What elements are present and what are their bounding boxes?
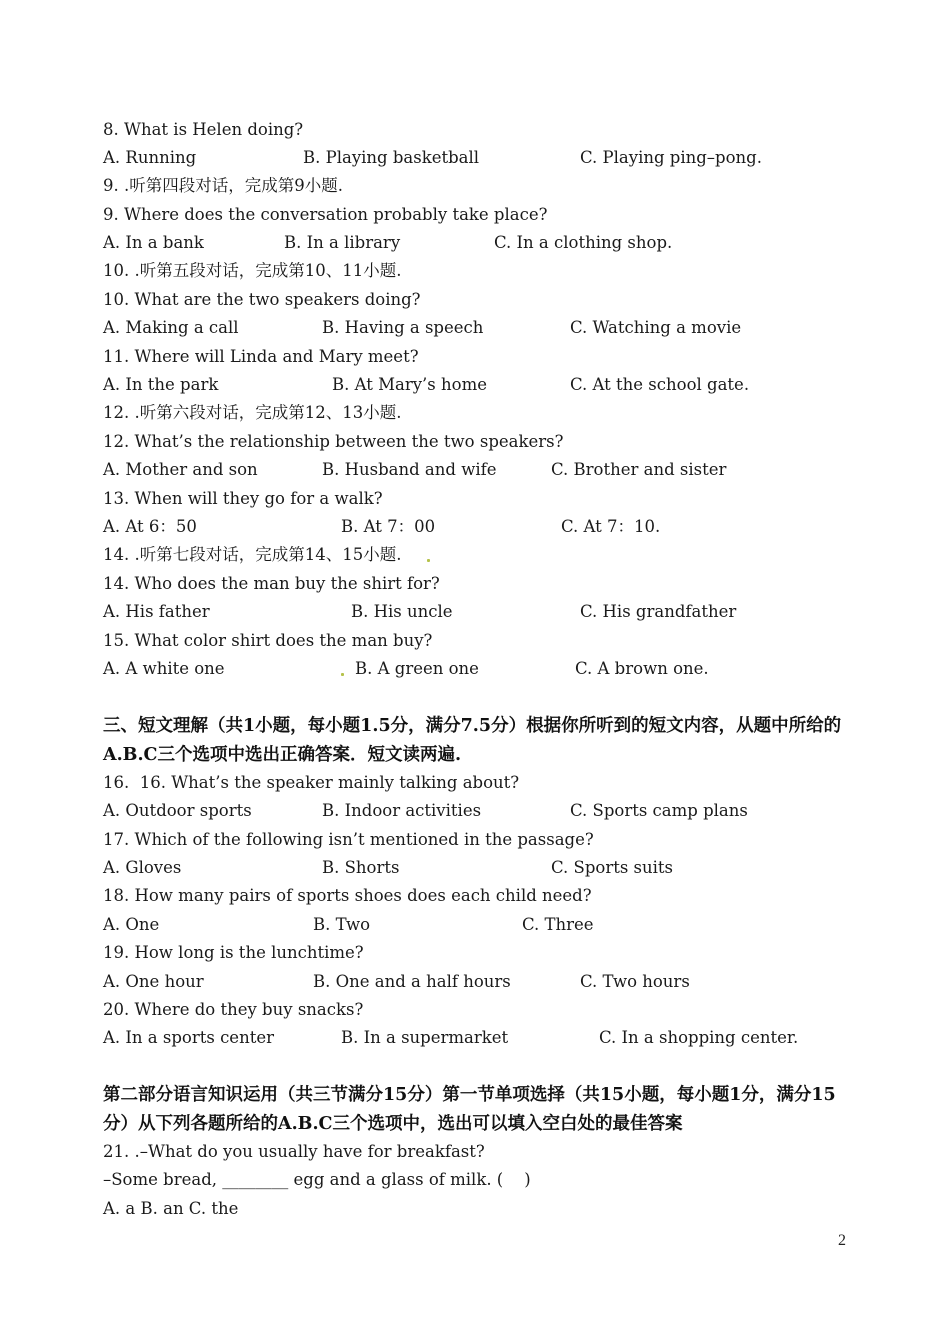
answer-option: B. Having a speech (322, 318, 484, 337)
answer-option: B. In a library (284, 233, 401, 252)
answer-option: C. Brother and sister (551, 460, 727, 479)
answer-option: A. In a bank (103, 233, 204, 252)
answer-option: C. Two hours (580, 972, 690, 991)
answer-option: A. One hour (103, 972, 204, 991)
answer-option: B. At 7：00 (341, 517, 436, 536)
speck-mark (341, 673, 344, 676)
answer-option: B. A green one (355, 659, 479, 678)
answer-option: B. At Mary’s home (332, 375, 487, 394)
answer-option: C. In a shopping center. (599, 1028, 799, 1047)
question-line: 14. .听第七段对话，完成第14、15小题. (103, 545, 402, 564)
answer-option: B. Shorts (322, 858, 400, 877)
answer-option: A. Making a call (103, 318, 239, 337)
answer-option: A. Gloves (103, 858, 182, 877)
answer-option: B. Playing basketball (303, 148, 480, 167)
question-line: 12. What’s the relationship between the two speakers? (103, 432, 564, 451)
page-number: 2 (838, 1232, 846, 1249)
answer-option: C. Playing ping–pong. (580, 148, 762, 167)
answer-option: A. At 6：50 (103, 517, 197, 536)
question-line: 9. Where does the conversation probably take place? (103, 205, 548, 224)
speck-mark (427, 559, 430, 562)
answer-option: A. Mother and son (103, 460, 258, 479)
question-line: 12. .听第六段对话，完成第12、13小题. (103, 403, 402, 422)
answer-option: B. Two (313, 915, 371, 934)
answer-option: C. Sports camp plans (570, 801, 748, 820)
answer-option: A. Outdoor sports (103, 801, 252, 820)
answer-option: B. His uncle (351, 602, 453, 621)
answer-option: C. Sports suits (551, 858, 674, 877)
answer-option: C. In a clothing shop. (494, 233, 673, 252)
question-line: 17. Which of the following isn’t mentioned in the passage? (103, 830, 594, 849)
answer-option: A. His father (103, 602, 210, 621)
section-heading: 第二部分语言知识运用（共三节满分15分）第一节单项选择（共15小题，每小题1分，满分15分）从下列各题所给的A.B.C三个选项中，选出可以填入空白处的最佳答案 (103, 1085, 836, 1134)
question-line: 8. What is Helen doing? (103, 120, 304, 139)
question-line: 14. Who does the man buy the shirt for? (103, 574, 440, 593)
answer-option: A. In the park (103, 375, 219, 394)
question-line: 15. What color shirt does the man buy? (103, 631, 433, 650)
answer-option: C. Three (522, 915, 594, 934)
answer-option: C. A brown one. (575, 659, 709, 678)
question-line: 13. When will they go for a walk? (103, 489, 383, 508)
question-line: –Some bread, ________ egg and a glass of milk. ( ) (103, 1170, 531, 1189)
answer-option: B. Indoor activities (322, 801, 482, 820)
question-line: 18. How many pairs of sports shoes does each child need? (103, 886, 592, 905)
answer-option: C. Watching a movie (570, 318, 742, 337)
answer-option: A. One (103, 915, 160, 934)
question-line: A. a B. an C. the (103, 1199, 239, 1218)
question-line: 20. Where do they buy snacks? (103, 1000, 364, 1019)
answer-option: B. Husband and wife (322, 460, 497, 479)
answer-option: C. At 7：10. (561, 517, 661, 536)
answer-option: A. Running (103, 148, 197, 167)
answer-option: A. In a sports center (103, 1028, 274, 1047)
answer-option: B. One and a half hours (313, 972, 511, 991)
section-heading: 三、短文理解（共1小题，每小题1.5分，满分7.5分）根据你所听到的短文内容，从题中所给的A.B.C三个选项中选出正确答案．短文读两遍. (103, 716, 842, 765)
question-line: 21. .–What do you usually have for breakfast? (103, 1142, 485, 1161)
question-line: 10. What are the two speakers doing? (103, 290, 421, 309)
answer-option: A. A white one (103, 659, 225, 678)
question-line: 9. .听第四段对话，完成第9小题. (103, 176, 343, 195)
answer-option: C. At the school gate. (570, 375, 750, 394)
answer-option: B. In a supermarket (341, 1028, 509, 1047)
question-line: 16. 16. What’s the speaker mainly talking about? (103, 773, 520, 792)
answer-option: C. His grandfather (580, 602, 737, 621)
question-line: 19. How long is the lunchtime? (103, 943, 364, 962)
question-line: 11. Where will Linda and Mary meet? (103, 347, 419, 366)
question-line: 10. .听第五段对话，完成第10、11小题. (103, 261, 402, 280)
